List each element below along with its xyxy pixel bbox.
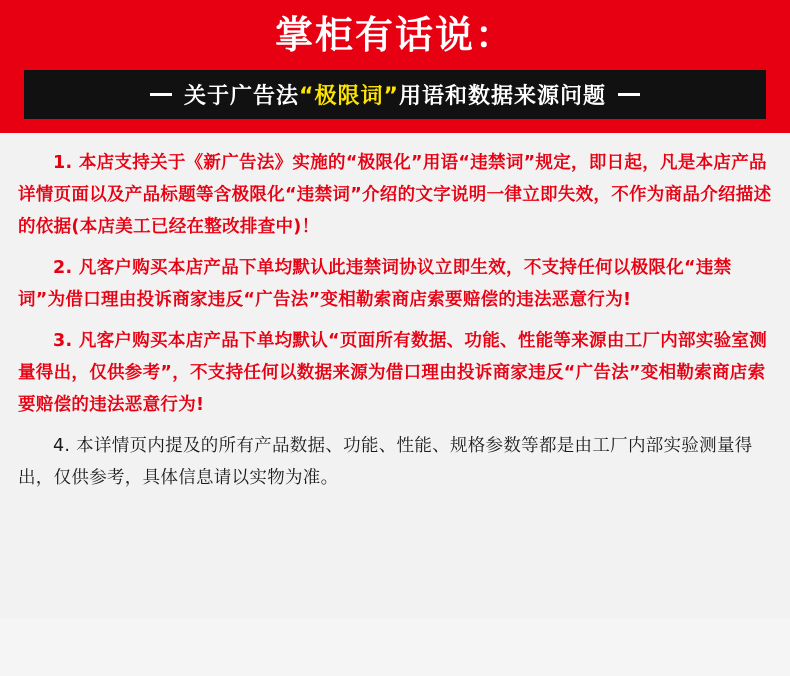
subtitle-container <box>0 70 790 133</box>
dash-left-icon <box>150 93 172 96</box>
subtitle-prefix: 关于广告法 <box>184 83 300 109</box>
notice-paragraph-1: 1. 本店支持关于《新广告法》实施的“极限化”用语“违禁词”规定，即日起，凡是本店产品详情页面以及产品标题等含极限化“违禁词”介绍的文字说明一律立即失效，不作为商品介绍描述的依据(本店美工已经在整改排查中)！ <box>18 152 772 238</box>
subtitle-text <box>184 79 606 110</box>
notice-paragraph-2: 2. 凡客户购买本店产品下单均默认此违禁词协议立即生效，不支持任何以极限化“违禁词”为借口理由投诉商家违反“广告法”变相勒索商店索要赔偿的违法恶意行为! <box>18 257 732 311</box>
subtitle-suffix: 用语和数据来源问题 <box>398 83 606 109</box>
notice-body <box>0 133 790 619</box>
dash-right-icon <box>618 93 640 96</box>
subtitle-bar <box>24 70 766 119</box>
header-banner <box>0 0 790 70</box>
notice-paragraph-4: 4. 本详情页内提及的所有产品数据、功能、性能、规格参数等都是由工厂内部实验测量得出，仅供参考，具体信息请以实物为准。 <box>18 435 753 489</box>
subtitle-highlight: “极限词” <box>299 83 399 109</box>
notice-paragraph-3: 3. 凡客户购买本店产品下单均默认“页面所有数据、功能、性能等来源由工厂内部实验室测量得出，仅供参考”，不支持任何以数据来源为借口理由投诉商家违反“广告法”变相勒索商店索要赔偿的违法恶意行为! <box>18 330 768 416</box>
page-title: 掌柜有话说： <box>274 13 515 57</box>
